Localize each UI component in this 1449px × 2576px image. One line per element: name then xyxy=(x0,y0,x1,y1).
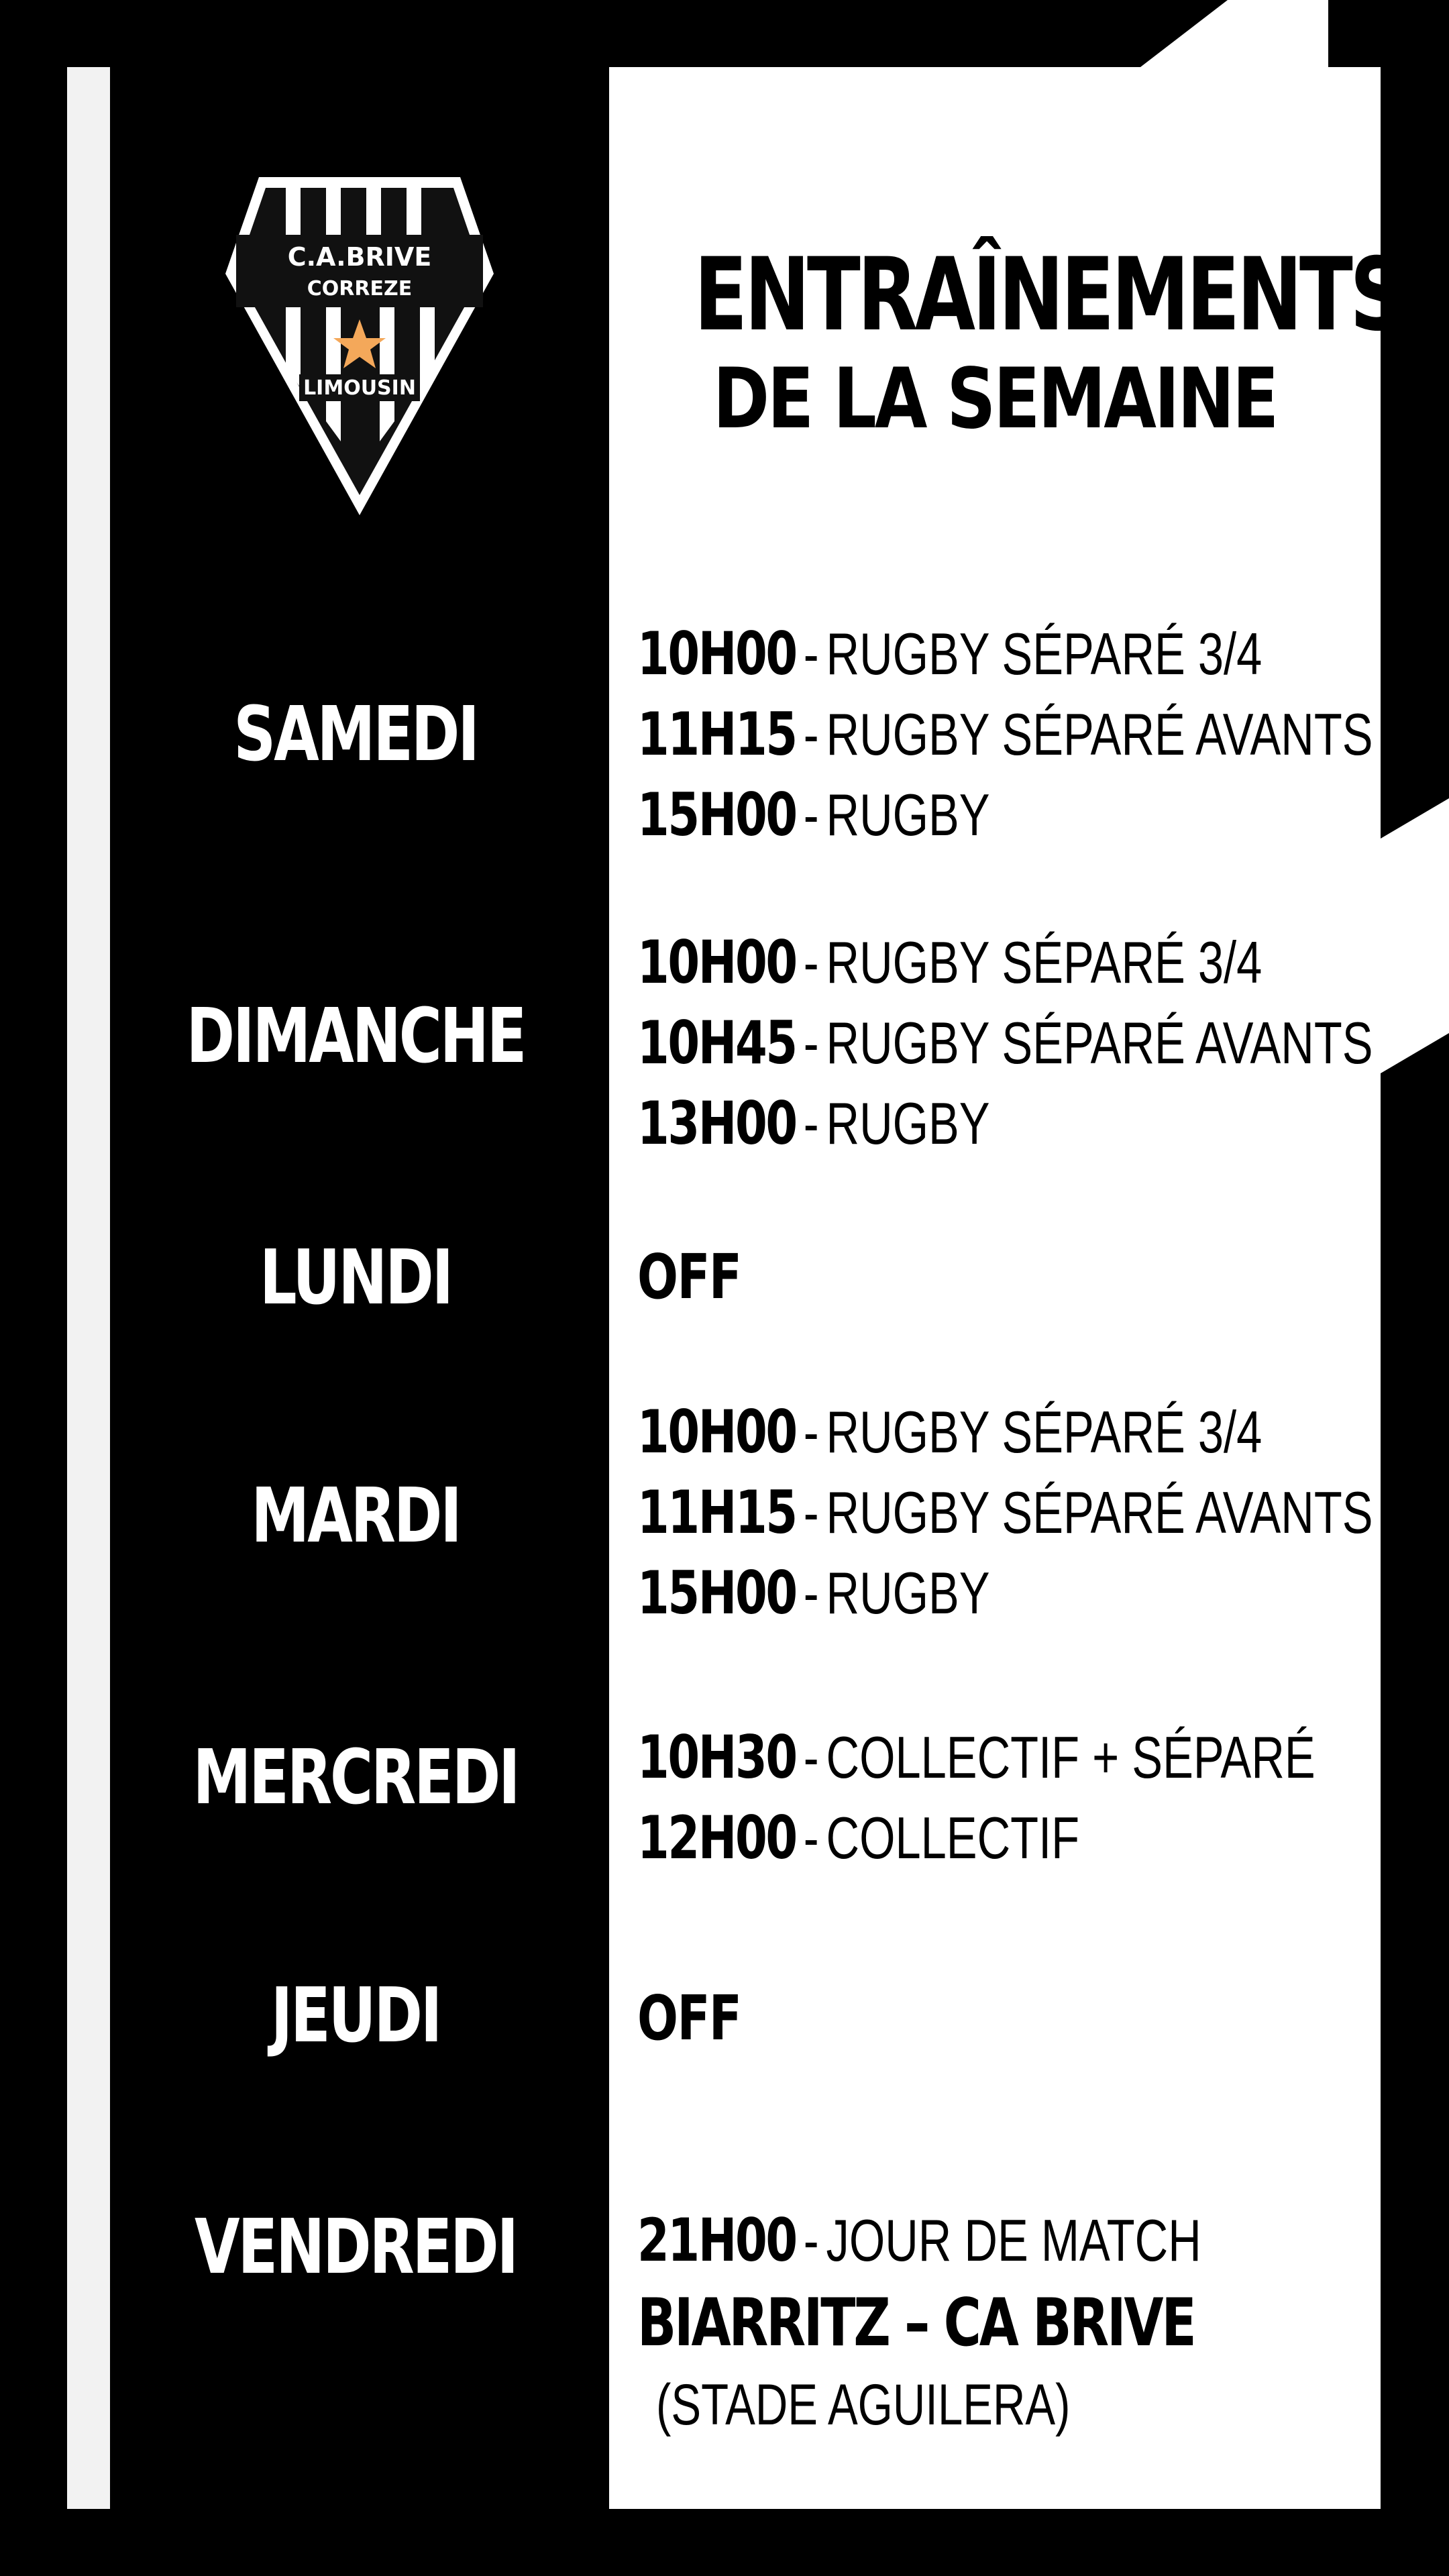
title-line2: DE LA SEMAINE xyxy=(712,351,1277,447)
session-time: 10H00 xyxy=(637,619,796,688)
session-row: 10H00 - RUGBY SÉPARÉ 3/4 xyxy=(637,1397,1263,1466)
day-mardi: MARDI xyxy=(251,1472,460,1560)
session-label: COLLECTIF + SÉPARÉ xyxy=(826,1724,1316,1790)
day-lundi: LUNDI xyxy=(259,1234,452,1322)
session-label: JOUR DE MATCH xyxy=(826,2207,1201,2273)
sessions-samedi xyxy=(637,614,1375,855)
session-time: 11H15 xyxy=(637,1478,796,1547)
sessions-jeudi xyxy=(637,1982,1375,2054)
sessions-vendredi xyxy=(637,2200,1375,2445)
session-time: 15H00 xyxy=(637,1558,796,1627)
session-row: 21H00 - JOUR DE MATCH xyxy=(637,2206,1201,2275)
session-time: 15H00 xyxy=(637,780,796,849)
session-row: 13H00 - RUGBY xyxy=(637,1089,990,1158)
session-row: 10H00 - RUGBY SÉPARÉ 3/4 xyxy=(637,928,1263,997)
day-vendredi: VENDREDI xyxy=(195,2204,517,2291)
session-time: 10H00 xyxy=(637,1397,796,1466)
day-jeudi: JEUDI xyxy=(270,1972,441,2059)
session-time: 11H15 xyxy=(637,700,796,769)
session-time: 12H00 xyxy=(637,1803,796,1872)
off-label: OFF xyxy=(637,1241,741,1313)
sessions-lundi xyxy=(637,1241,1375,1313)
session-row: 10H30 - COLLECTIF + SÉPARÉ xyxy=(637,1723,1316,1792)
session-row: 10H45 - RUGBY SÉPARÉ AVANTS xyxy=(637,1008,1373,1077)
session-label: COLLECTIF xyxy=(826,1805,1080,1871)
session-label: RUGBY SÉPARÉ 3/4 xyxy=(826,1399,1263,1465)
session-label: RUGBY SÉPARÉ 3/4 xyxy=(826,929,1263,996)
off-label: OFF xyxy=(637,1982,741,2054)
session-row: 15H00 - RUGBY xyxy=(637,1558,990,1627)
session-row: 15H00 - RUGBY xyxy=(637,780,990,849)
session-label: RUGBY xyxy=(826,1090,990,1157)
match-stadium: (STADE AGUILERA) xyxy=(656,2373,1071,2437)
session-row: 11H15 - RUGBY SÉPARÉ AVANTS xyxy=(637,1478,1373,1547)
session-label: RUGBY SÉPARÉ AVANTS xyxy=(826,1479,1373,1546)
title-line1: ENTRAÎNEMENTS xyxy=(694,237,1403,354)
session-time: 13H00 xyxy=(637,1089,796,1158)
sessions-mercredi xyxy=(637,1717,1375,1878)
day-dimanche: DIMANCHE xyxy=(186,993,525,1080)
session-time: 10H30 xyxy=(637,1723,796,1792)
session-label: RUGBY SÉPARÉ AVANTS xyxy=(826,701,1373,767)
session-time: 21H00 xyxy=(637,2206,796,2275)
day-mercredi: MERCREDI xyxy=(193,1734,519,1821)
session-row: 10H00 - RUGBY SÉPARÉ 3/4 xyxy=(637,619,1263,688)
session-row: 12H00 - COLLECTIF xyxy=(637,1803,1080,1872)
day-samedi: SAMEDI xyxy=(233,691,478,778)
session-row: 11H15 - RUGBY SÉPARÉ AVANTS xyxy=(637,700,1373,769)
session-time: 10H00 xyxy=(637,928,796,997)
sessions-dimanche xyxy=(637,922,1375,1164)
session-time: 10H45 xyxy=(637,1008,796,1077)
left-light-stripe xyxy=(67,67,110,2509)
page-title xyxy=(609,237,1403,449)
logo-line1: C.A.BRIVE xyxy=(287,242,432,272)
logo-line3: LIMOUSIN xyxy=(303,376,416,400)
logo-line2: CORREZE xyxy=(307,277,413,301)
sessions-mardi xyxy=(637,1392,1375,1633)
session-label: RUGBY SÉPARÉ 3/4 xyxy=(826,621,1263,687)
match-title: BIARRITZ – CA BRIVE xyxy=(637,2285,1195,2361)
session-label: RUGBY xyxy=(826,1560,990,1626)
session-label: RUGBY xyxy=(826,782,990,848)
session-label: RUGBY SÉPARÉ AVANTS xyxy=(826,1010,1373,1076)
ca-brive-logo xyxy=(212,173,507,522)
